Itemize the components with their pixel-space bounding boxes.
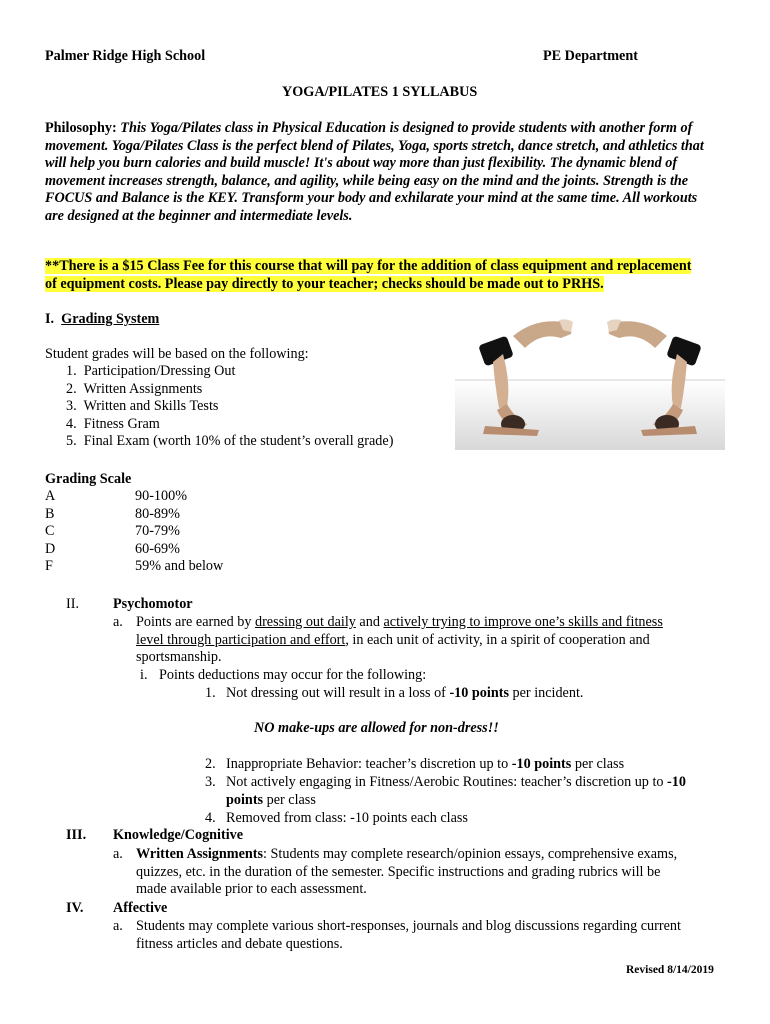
philosophy-line: will help you burn calories and build muscle! It's about way more than just flexibility. The dynamic blend of	[45, 155, 678, 171]
affective-heading: Affective	[113, 900, 168, 916]
knowledge-text: Written Assignments: Students may complete research/opinion essays, comprehensive exams, quizzes, etc. in the duration of the semester. Specific instructions and grading rubrics will be made available prior to each assessment.	[136, 846, 678, 897]
philosophy-line: movement. Yoga/Pilates Class is the perfect blend of Pilates, Yoga, sports stretch, dance stretch, and athletics that	[45, 137, 704, 154]
fee-notice	[45, 258, 691, 293]
philosophy-label: Philosophy:	[45, 120, 117, 136]
list-item: 5. Final Exam (worth 10% of the student’s overall grade)	[66, 433, 394, 449]
grading-scale-table	[45, 488, 223, 576]
knowledge-heading: Knowledge/Cognitive	[113, 827, 244, 843]
table-row: C 70-79%	[45, 523, 180, 539]
fee-notice-line: of equipment costs. Please pay directly to your teacher; checks should be made out to PRHS.	[45, 275, 604, 292]
table-row: A 90-100%	[45, 488, 188, 504]
no-makeups-notice: NO make-ups are allowed for non-dress!!	[254, 720, 499, 736]
grading-intro: Student grades will be based on the following:	[45, 346, 309, 362]
list-item: 4. Fitness Gram	[66, 415, 160, 432]
table-row: B 80-89%	[45, 505, 180, 522]
list-label: 1.	[205, 685, 216, 701]
table-row: F 59% and below	[45, 558, 224, 574]
philosophy-line: FOCUS and Balance is the KEY. Transform your body and exhilarate your mind at the same time. All workouts	[45, 190, 698, 206]
deduction-item: Removed from class: -10 points each class	[226, 810, 468, 826]
list-label: a.	[113, 918, 123, 934]
revised-date: Revised 8/14/2019	[626, 964, 714, 976]
school-name: Palmer Ridge High School	[45, 48, 206, 64]
grading-scale-heading: Grading Scale	[45, 471, 132, 487]
table-row: D 60-69%	[45, 540, 180, 557]
philosophy-line: movement increases strength, balance, and agility, while being easy on the mind and the joints. Strength is the	[45, 172, 689, 189]
deduction-item: Inappropriate Behavior: teacher’s discretion up to -10 points per class	[226, 756, 625, 772]
document-title: YOGA/PILATES 1 SYLLABUS	[282, 84, 478, 100]
list-label: a.	[113, 614, 123, 630]
list-label: i.	[140, 667, 148, 683]
section-numeral: I.	[45, 311, 55, 327]
philosophy-paragraph	[45, 120, 725, 225]
department-name: PE Department	[543, 48, 638, 64]
list-item: 1. Participation/Dressing Out	[66, 363, 236, 379]
list-label: a.	[113, 846, 123, 862]
philosophy-line: This Yoga/Pilates class in Physical Education is designed to provide students with another form of	[120, 120, 693, 136]
list-label: 2.	[205, 756, 216, 772]
section-numeral: III.	[66, 827, 87, 843]
affective-text: Students may complete various short-responses, journals and blog discussions regarding current fitness articles and debate questions.	[136, 918, 681, 952]
yoga-pose-photo	[455, 314, 725, 450]
section-numeral: II.	[66, 596, 79, 612]
list-item: 3. Written and Skills Tests	[66, 398, 219, 414]
list-label: 3.	[205, 774, 216, 790]
deduction-item: Not dressing out will result in a loss of -10 points per incident.	[226, 685, 584, 701]
section-numeral: IV.	[66, 900, 84, 916]
section-title: Grading System	[61, 311, 160, 327]
deductions-intro: Points deductions may occur for the following:	[159, 667, 427, 683]
list-label: 4.	[205, 810, 216, 826]
psychomotor-points-text: Points are earned by dressing out daily and actively trying to improve one’s skills and fitness level through participation and effort, in each unit of activity, in a spirit of cooperation and sportsmanship.	[136, 614, 663, 665]
psychomotor-heading: Psychomotor	[113, 596, 193, 612]
philosophy-line: are designed at the beginner and intermediate levels.	[45, 207, 353, 224]
grading-list	[66, 363, 393, 451]
grading-section-heading	[45, 311, 159, 328]
list-item: 2. Written Assignments	[66, 380, 203, 397]
fee-notice-line: **There is a $15 Class Fee for this course that will pay for the addition of class equipment and replacement	[45, 258, 692, 274]
deduction-item: Not actively engaging in Fitness/Aerobic Routines: teacher’s discretion up to -10 points per class	[226, 774, 686, 808]
